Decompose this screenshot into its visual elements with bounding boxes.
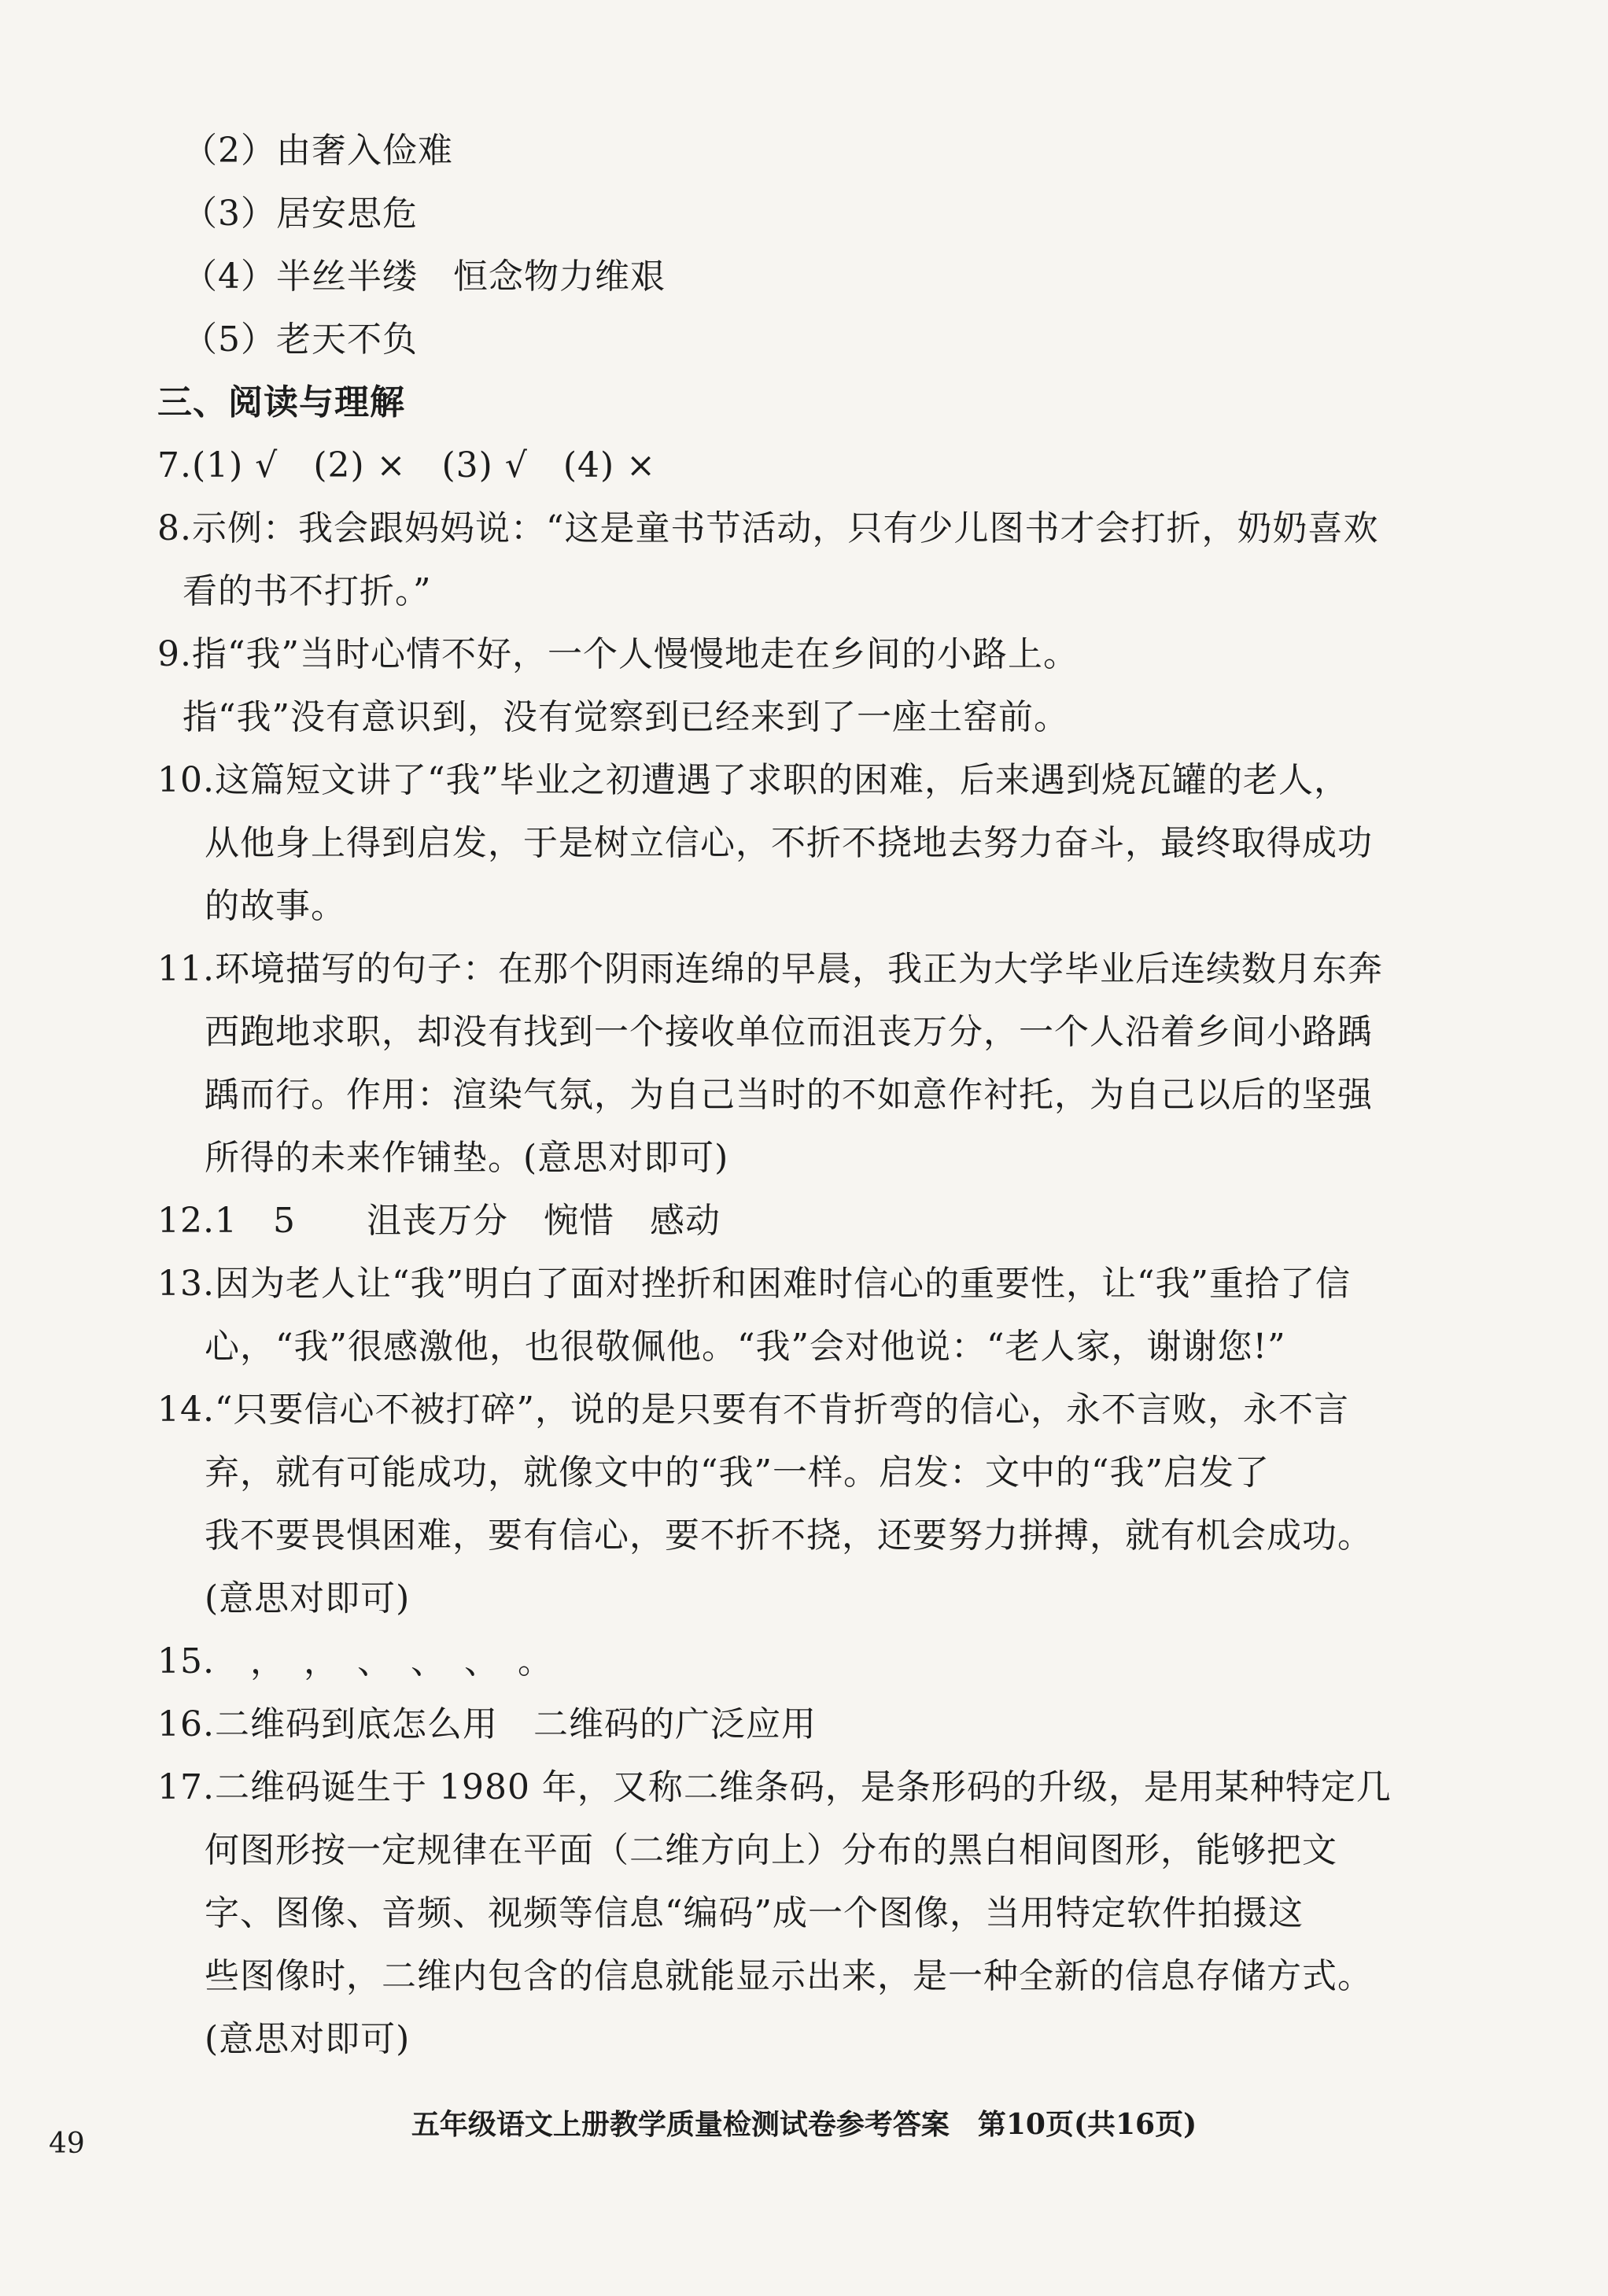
- answer-line-14a: 14.“只要信心不被打碎”，说的是只要有不肯折弯的信心，永不言败，永不言: [157, 1390, 1349, 1430]
- answer-line-13a: 13.因为老人让“我”明白了面对挫折和困难时信心的重要性，让“我”重拾了信: [157, 1264, 1351, 1304]
- answer-line-17c: 字、图像、音频、视频等信息“编码”成一个图像，当用特定软件拍摄这: [205, 1893, 1304, 1933]
- answer-line-8a: 8.示例：我会跟妈妈说：“这是童书节活动，只有少儿图书才会打折，奶奶喜欢: [157, 508, 1379, 548]
- answer-line-17e: (意思对即可): [205, 2019, 411, 2059]
- answer-line-9a: 9.指“我”当时心情不好，一个人慢慢地走在乡间的小路上。: [157, 634, 1079, 674]
- answer-line-11b: 西跑地求职，却没有找到一个接收单位而沮丧万分，一个人沿着乡间小路踽: [205, 1012, 1373, 1052]
- answer-line-6-5: （5）老天不负: [183, 319, 418, 360]
- answer-line-9b: 指“我”没有意识到，没有觉察到已经来到了一座土窑前。: [183, 697, 1069, 737]
- answer-line-15: 15. ， ， 、 、 、 。: [157, 1641, 553, 1681]
- answer-line-11d: 所得的未来作铺垫。(意思对即可): [205, 1138, 729, 1178]
- page-number: 49: [49, 2128, 85, 2160]
- section-heading-reading: 三、阅读与理解: [157, 382, 405, 423]
- answer-line-6-2: （2）由奢入俭难: [183, 131, 453, 171]
- answer-line-10b: 从他身上得到启发，于是树立信心，不折不挠地去努力奋斗，最终取得成功: [205, 823, 1373, 863]
- answer-line-11c: 踽而行。作用：渲染气氛，为自己当时的不如意作衬托，为自己以后的坚强: [205, 1075, 1373, 1115]
- answer-line-13b: 心，“我”很感激他，也很敬佩他。“我”会对他说：“老人家，谢谢您!”: [205, 1327, 1286, 1367]
- answer-line-7: 7.(1) √ (2) × (3) √ (4) ×: [157, 445, 657, 485]
- answer-line-10c: 的故事。: [205, 886, 346, 926]
- answer-line-14b: 弃，就有可能成功，就像文中的“我”一样。启发：文中的“我”启发了: [205, 1453, 1270, 1493]
- answer-line-17d: 些图像时，二维内包含的信息就能显示出来，是一种全新的信息存储方式。: [205, 1956, 1373, 1996]
- answer-line-8b: 看的书不打折。”: [183, 571, 432, 611]
- answer-line-17a: 17.二维码诞生于 1980 年，又称二维条码，是条形码的升级，是用某种特定几: [157, 1767, 1392, 1807]
- footer-title: 五年级语文上册教学质量检测试卷参考答案 第10页(共16页): [411, 2108, 1197, 2141]
- answer-line-10a: 10.这篇短文讲了“我”毕业之初遭遇了求职的困难，后来遇到烧瓦罐的老人，: [157, 760, 1349, 800]
- answer-line-6-3: （3）居安思危: [183, 194, 418, 234]
- answer-line-11a: 11.环境描写的句子：在那个阴雨连绵的早晨，我正为大学毕业后连续数月东奔: [157, 949, 1383, 989]
- answer-line-14d: (意思对即可): [205, 1578, 411, 1619]
- answer-line-17b: 何图形按一定规律在平面（二维方向上）分布的黑白相间图形，能够把文: [205, 1830, 1337, 1870]
- answer-line-14c: 我不要畏惧困难，要有信心，要不折不挠，还要努力拼搏，就有机会成功。: [205, 1515, 1373, 1556]
- answer-line-6-4: （4）半丝半缕 恒念物力维艰: [183, 257, 666, 297]
- answer-line-16: 16.二维码到底怎么用 二维码的广泛应用: [157, 1704, 817, 1744]
- answer-line-12: 12.1 5 沮丧万分 惋惜 感动: [157, 1201, 721, 1241]
